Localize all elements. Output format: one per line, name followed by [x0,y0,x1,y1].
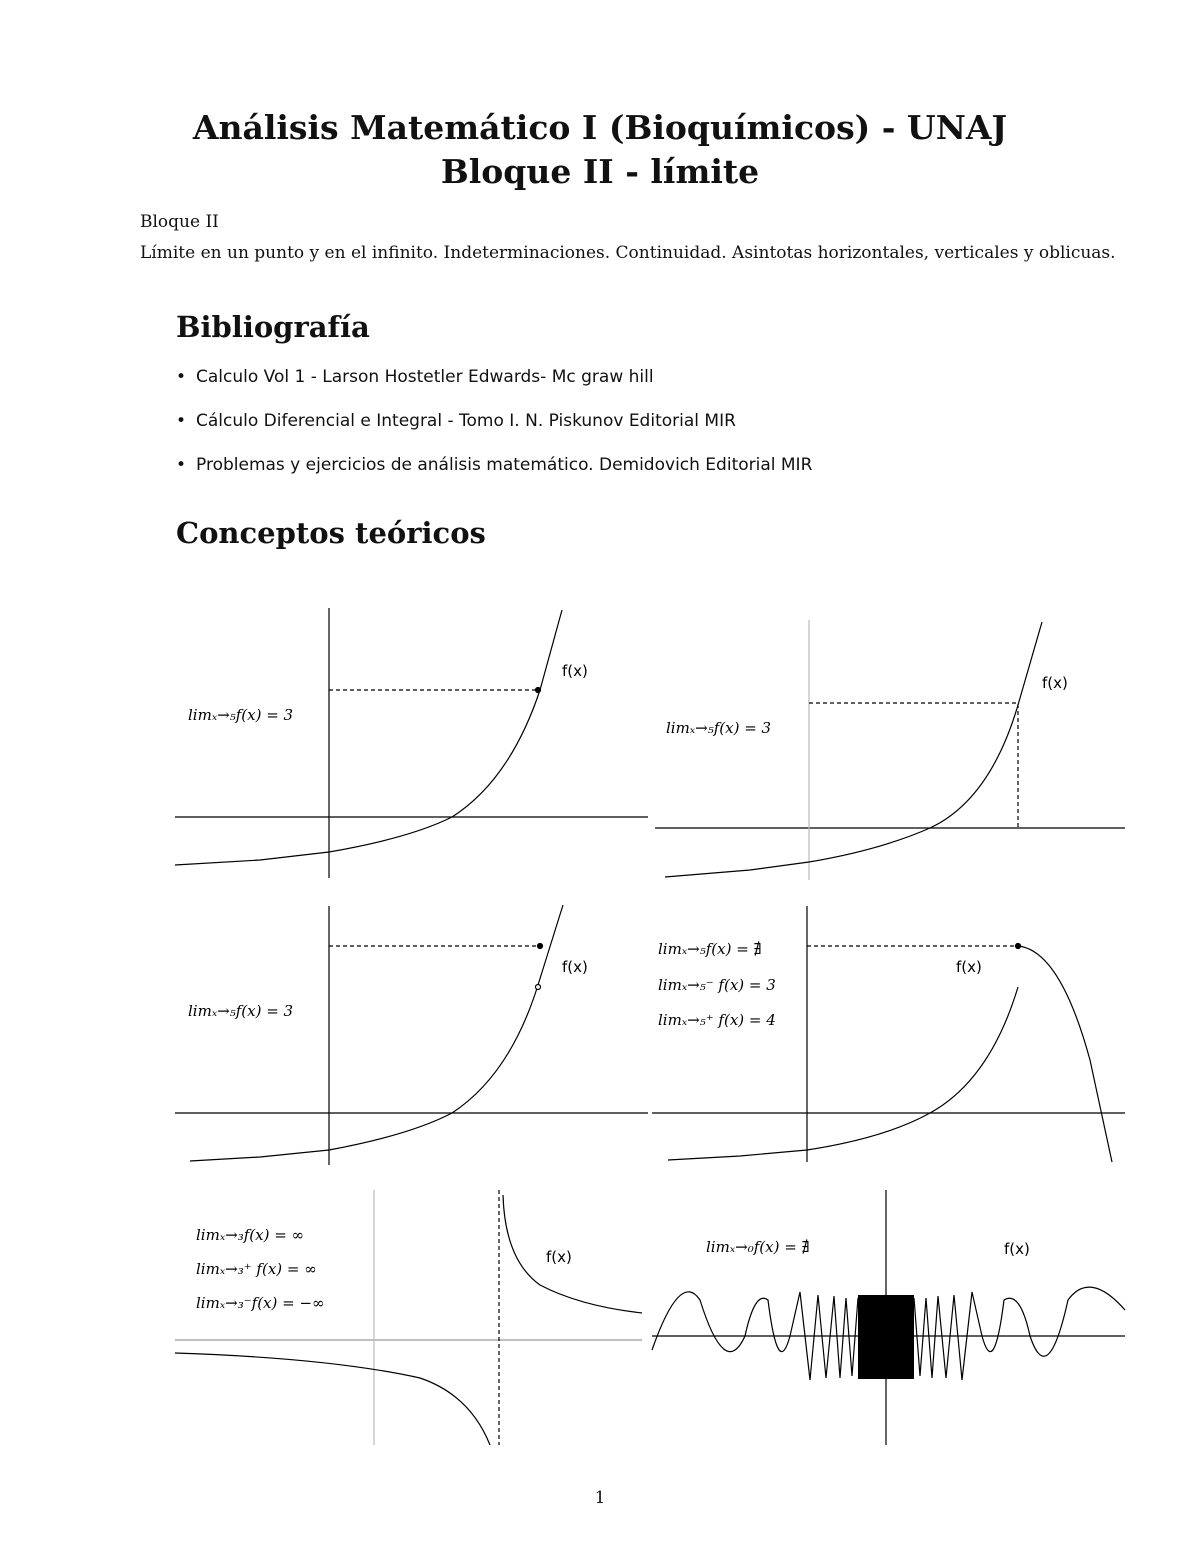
limit-label: limₓ→₃⁻f(x) = −∞ [196,1294,325,1312]
oscillation-right [914,1287,1125,1380]
function-label: f(x) [1004,1240,1030,1258]
block-description: Límite en un punto y en el infinito. Indeterminaciones. Continuidad. Asintotas horizontales, verticales y oblicuas. [140,243,1116,263]
limit-label: limₓ→₃⁺ f(x) = ∞ [196,1260,317,1278]
dashed-guide [809,703,1018,828]
limit-label: limₓ→₅⁻ f(x) = 3 [658,976,776,994]
block-heading: Bloque II [140,212,219,232]
function-label: f(x) [562,958,588,976]
point-marker [536,688,541,693]
limit-label: limₓ→₅f(x) = 3 [188,1002,294,1020]
limit-label: limₓ→₅⁺ f(x) = 4 [658,1011,776,1029]
bibliography-item: • Calculo Vol 1 - Larson Hostetler Edwards- Mc graw hill [176,362,812,406]
document-title: Análisis Matemático I (Bioquímicos) - UNAJ [192,108,1008,147]
graph-3 [175,905,648,1165]
limit-label: limₓ→₅f(x) = ∄ [658,940,762,958]
function-curve [665,622,1042,877]
bibliography-item: • Problemas y ejercicios de análisis matemático. Demidovich Editorial MIR [176,450,812,494]
limit-label: limₓ→₀f(x) = ∄ [706,1238,810,1256]
page-number: 1 [594,1488,606,1508]
bibliography-item: • Cálculo Diferencial e Integral - Tomo I. N. Piskunov Editorial MIR [176,406,812,450]
function-label: f(x) [1042,674,1068,692]
function-branch-right [503,1195,642,1313]
concepts-heading: Conceptos teóricos [176,516,486,550]
function-label: f(x) [546,1248,572,1266]
point-marker [1016,944,1021,949]
function-curve [175,610,562,865]
function-curve [190,905,563,1161]
limit-label: limₓ→₅f(x) = 3 [188,706,294,724]
dense-oscillation [858,1295,914,1379]
bibliography-heading: Bibliografía [176,310,370,344]
function-curve-right [1018,946,1112,1162]
limit-label: limₓ→₅f(x) = 3 [666,719,772,737]
graph-6 [652,1190,1125,1445]
graph-2 [655,620,1125,880]
graph-1 [175,608,648,878]
limit-label: limₓ→₃f(x) = ∞ [196,1226,305,1244]
point-marker [538,944,543,949]
function-label: f(x) [562,662,588,680]
hole-marker [536,985,541,990]
document-subtitle: Bloque II - límite [440,152,760,191]
function-label: f(x) [956,958,982,976]
function-branch-left [175,1353,490,1445]
